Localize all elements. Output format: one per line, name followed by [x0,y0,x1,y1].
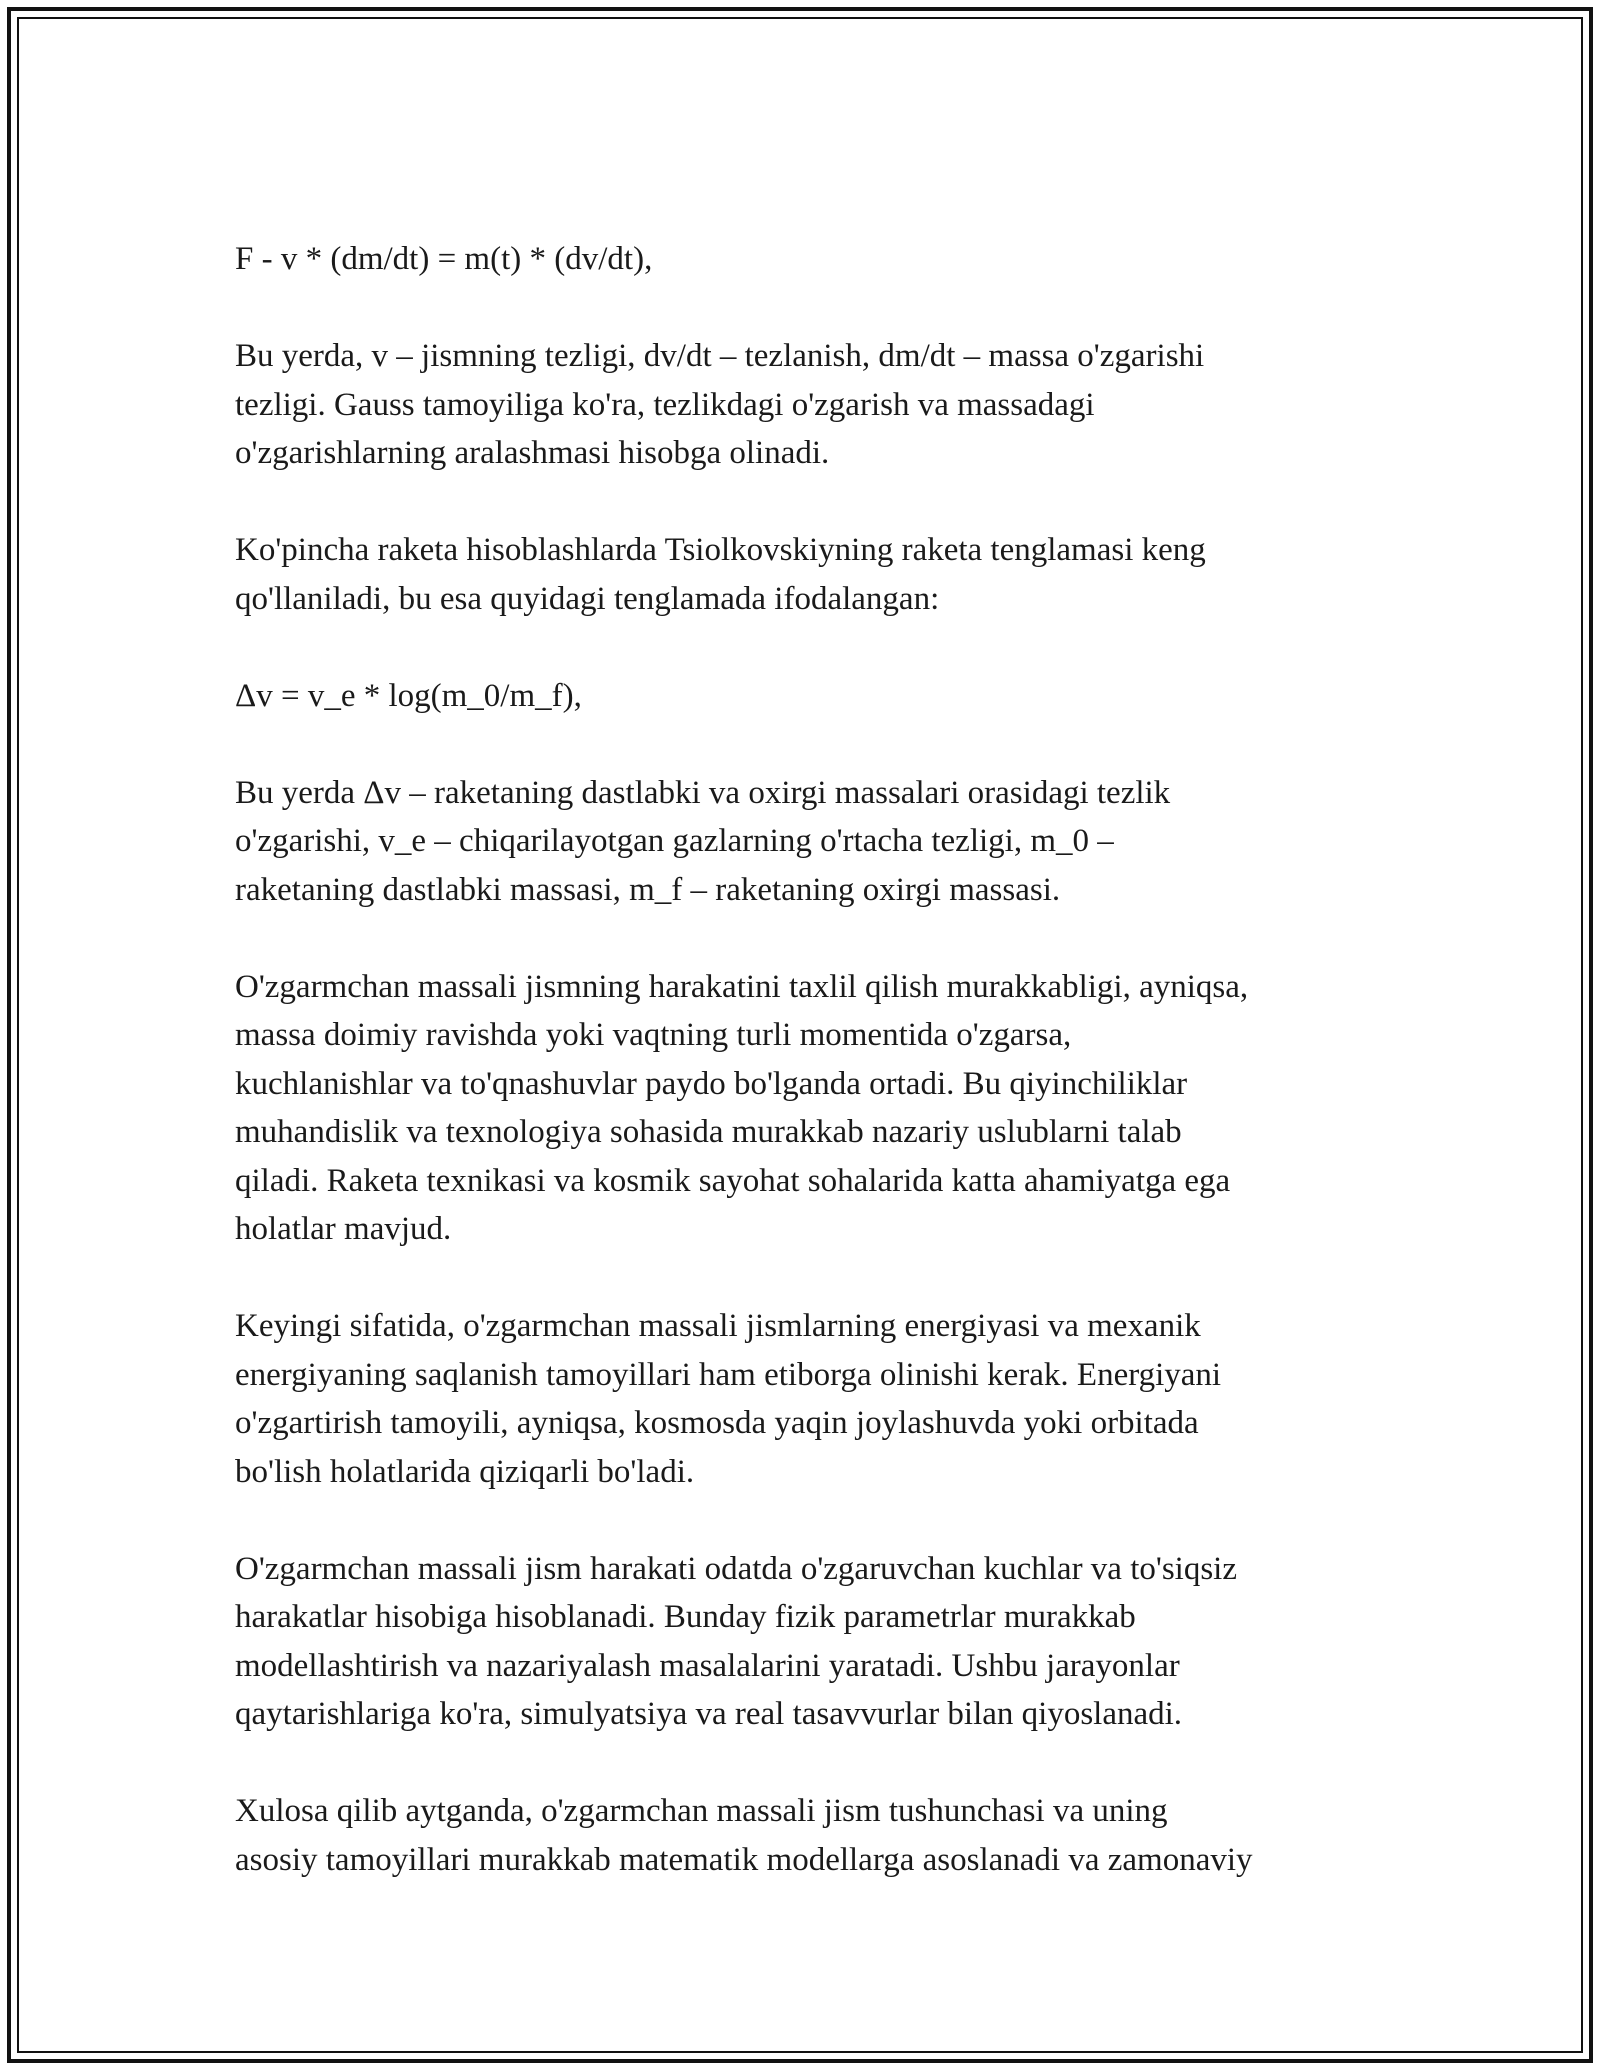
text-line: bo'lish holatlarida qiziqarli bo'ladi. [235,1453,695,1490]
text-line: Bu yerda Δv – raketaning dastlabki va oxirgi massalari orasidagi tezlik [235,774,1171,811]
text-line: holatlar mavjud. [235,1211,452,1247]
text-line: o'zgartirish tamoyili, ayniqsa, kosmosda yaqin joylashuvda yoki orbitada [235,1405,1199,1441]
text-line: tezligi. Gauss tamoyiliga ko'ra, tezlikdagi o'zgarish va massadagi [235,386,1095,423]
paragraph-modeling [235,1545,1375,1739]
text-line: energiyaning saqlanish tamoyillari ham etiborga olinishi kerak. Energiyani [235,1356,1222,1393]
text-line: qiladi. Raketa texnikasi va kosmik sayohat sohalarida katta ahamiyatga ega [235,1162,1231,1199]
text-line: Xulosa qilib aytganda, o'zgarmchan massali jism tushunchasi va uning [235,1793,1168,1829]
text-line: asosiy tamoyillari murakkab matematik modellarga asoslanadi va zamonaviy [235,1841,1253,1878]
paragraph-complexity [235,963,1375,1254]
text-line: qaytarishlariga ko'ra, simulyatsiya va real tasavvurlar bilan qiyoslanadi. [235,1696,1183,1732]
paragraph-tsiolkovsky-terms [235,769,1375,915]
text-line: harakatlar hisobiga hisoblanadi. Bunday fizik parametrlar murakkab [235,1599,1136,1635]
paragraph-equation-tsiolkovsky [235,672,1375,721]
text-line: O'zgarmchan massali jismning harakatini taxlil qilish murakkabligi, ayniqsa, [235,968,1249,1005]
text-line: Keyingi sifatida, o'zgarmchan massali jismlarning energiyasi va mexanik [235,1308,1201,1344]
text-line: O'zgarmchan massali jism harakati odatda o'zgaruvchan kuchlar va to'siqsiz [235,1550,1237,1587]
paragraph-energy [235,1302,1375,1496]
text-line: kuchlanishlar va to'qnashuvlar paydo bo'lganda ortadi. Bu qiyinchiliklar [235,1065,1188,1102]
paragraph-tsiolkovsky-intro [235,526,1375,623]
text-line: Δv = v_e * log(m_0/m_f), [235,677,582,714]
document-body [235,235,1375,1933]
text-line: modellashtirish va nazariyalash masalalarini yaratadi. Ushbu jarayonlar [235,1647,1180,1684]
text-line: raketaning dastlabki massasi, m_f – raketaning oxirgi massasi. [235,871,1061,908]
text-line: F - v * (dm/dt) = m(t) * (dv/dt), [235,241,653,277]
paragraph-definitions [235,332,1375,478]
paragraph-equation-variable-mass [235,235,1375,284]
text-line: massa doimiy ravishda yoki vaqtning turli momentida o'zgarsa, [235,1017,1072,1053]
text-line: o'zgarishi, v_e – chiqarilayotgan gazlarning o'rtacha tezligi, m_0 – [235,823,1114,859]
text-line: muhandislik va texnologiya sohasida murakkab nazariy uslublarni talab [235,1114,1182,1150]
text-line: Bu yerda, v – jismning tezligi, dv/dt – tezlanish, dm/dt – massa o'zgarishi [235,338,1205,374]
text-line: o'zgarishlarning aralashmasi hisobga olinadi. [235,435,830,471]
text-line: Ko'pincha raketa hisoblashlarda Tsiolkovskiyning raketa tenglamasi keng [235,532,1206,568]
paragraph-conclusion [235,1787,1375,1884]
text-line: qo'llaniladi, bu esa quyidagi tenglamada ifodalangan: [235,580,940,617]
